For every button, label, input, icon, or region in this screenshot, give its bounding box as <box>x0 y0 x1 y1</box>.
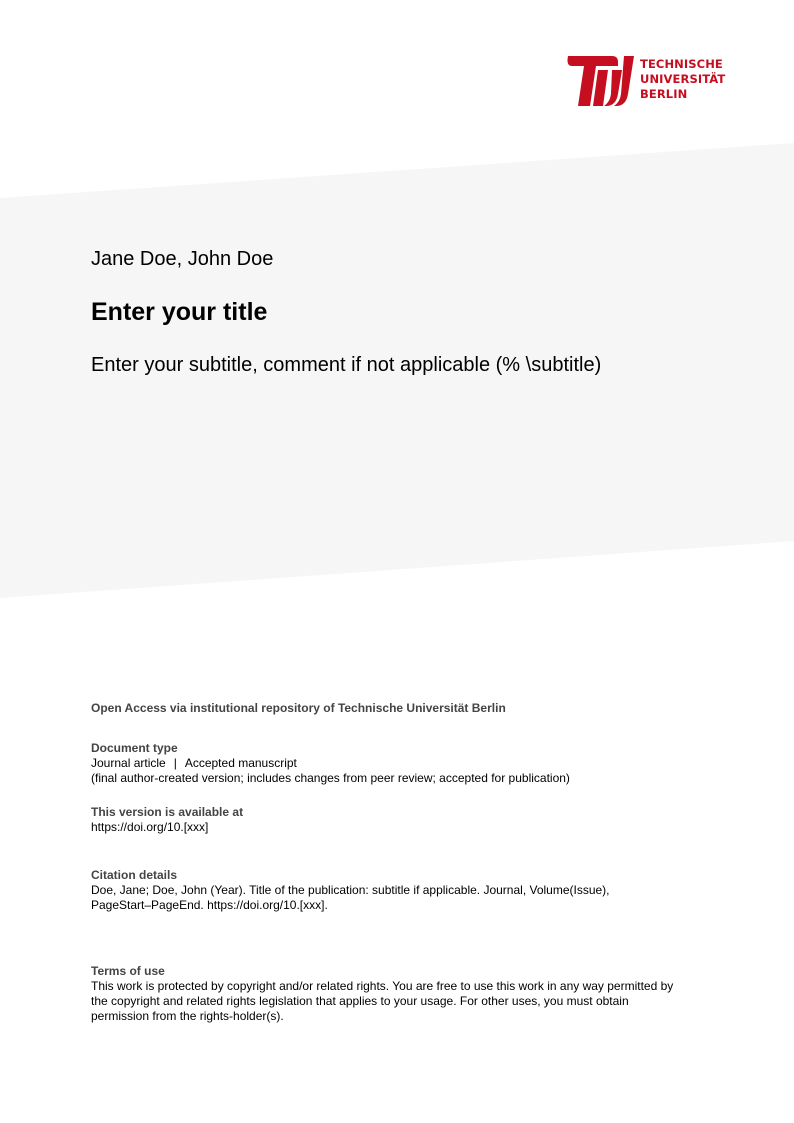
terms-line-2: the copyright and related rights legislation that applies to your usage. For other uses, you must obtain <box>91 994 629 1008</box>
terms-heading: Terms of use <box>91 964 165 978</box>
authors: Jane Doe, John Doe <box>91 248 274 270</box>
citation-line-2: PageStart–PageEnd. https://doi.org/10.[xxx]. <box>91 898 328 912</box>
citation-section <box>91 868 610 913</box>
logo-line-3: BERLIN <box>640 87 688 101</box>
separator: | <box>173 756 177 770</box>
terms-line-1: This work is protected by copyright and/or related rights. You are free to use this work in any way permitted by <box>91 979 674 993</box>
logo-line-2: UNIVERSITÄT <box>640 72 726 86</box>
document-version: Accepted manuscript <box>184 756 297 770</box>
logo-line-1: TECHNISCHE <box>640 57 723 71</box>
document-type-note: (final author-created version; includes changes from peer review; accepted for publication) <box>91 771 570 785</box>
availability-section <box>91 805 243 835</box>
page-subtitle: Enter your subtitle, comment if not applicable (% \subtitle) <box>91 354 602 376</box>
citation-line-1: Doe, Jane; Doe, John (Year). Title of the publication: subtitle if applicable. Journal, Volume(Issue), <box>91 883 610 897</box>
terms-line-3: permission from the rights-holder(s). <box>91 1009 284 1023</box>
terms-section <box>91 964 673 1024</box>
doi-link[interactable]: https://doi.org/10.[xxx] <box>91 820 209 834</box>
citation-heading: Citation details <box>91 868 178 882</box>
tu-berlin-logo <box>566 54 726 108</box>
tu-logo-icon <box>566 54 636 108</box>
document-type-heading: Document type <box>91 741 178 755</box>
page-title: Enter your title <box>91 298 268 326</box>
open-access-note: Open Access via institutional repository of Technische Universität Berlin <box>91 701 506 715</box>
availability-heading: This version is available at <box>91 805 244 819</box>
document-type-value: Journal article <box>91 756 166 770</box>
document-type-section <box>91 741 570 786</box>
